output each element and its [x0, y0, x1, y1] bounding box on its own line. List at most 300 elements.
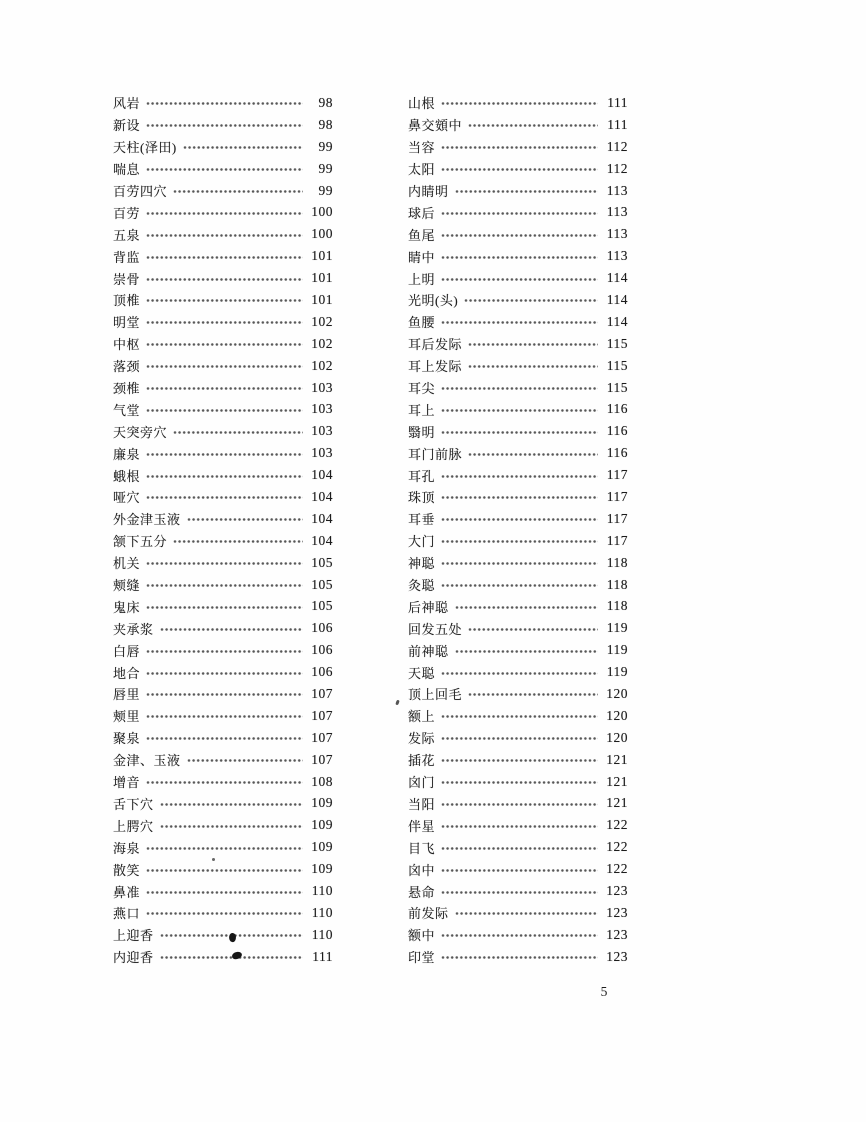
- dot-leader: [468, 338, 598, 351]
- toc-entry: [408, 158, 628, 180]
- entry-page: 104: [311, 467, 333, 483]
- dot-leader: [468, 119, 598, 132]
- toc-entry: [408, 880, 628, 902]
- toc-entry: [408, 946, 628, 968]
- toc-entry: [113, 180, 333, 202]
- entry-page: 118: [606, 598, 628, 614]
- entry-title: 睛中: [408, 249, 436, 265]
- entry-page: 123: [606, 948, 628, 964]
- entry-page: 115: [606, 357, 628, 373]
- dot-leader: [441, 273, 598, 286]
- entry-title: 当阳: [408, 796, 436, 812]
- entry-page: 119: [606, 620, 628, 636]
- scan-artifact: [395, 700, 400, 706]
- entry-page: 98: [318, 94, 333, 110]
- toc-entry: [113, 136, 333, 158]
- toc-entry: [113, 924, 333, 946]
- dot-leader: [187, 513, 303, 526]
- dot-leader: [455, 645, 598, 658]
- toc-entry: [408, 836, 628, 858]
- toc-entry: [408, 136, 628, 158]
- dot-leader: [441, 579, 598, 592]
- dot-leader: [146, 907, 303, 920]
- toc-entry: [113, 574, 333, 596]
- entry-page: 110: [311, 926, 333, 942]
- toc-entry: [113, 158, 333, 180]
- dot-leader: [441, 207, 598, 220]
- dot-leader: [455, 185, 598, 198]
- dot-leader: [146, 273, 303, 286]
- dot-leader: [146, 645, 303, 658]
- entry-page: 123: [606, 904, 628, 920]
- entry-title: 太阳: [408, 162, 436, 178]
- dot-leader: [441, 886, 598, 899]
- entry-title: 颊缝: [113, 578, 141, 594]
- toc-entry: [113, 311, 333, 333]
- entry-page: 120: [606, 729, 628, 745]
- toc-entry: [408, 924, 628, 946]
- toc-entry: [408, 793, 628, 815]
- dot-leader: [146, 470, 303, 483]
- dot-leader: [441, 820, 598, 833]
- entry-title: 上迎香: [113, 928, 154, 944]
- entry-title: 上明: [408, 271, 436, 287]
- entry-title: 燕口: [113, 906, 141, 922]
- dot-leader: [160, 798, 303, 811]
- dot-leader: [146, 382, 303, 395]
- dot-leader: [146, 491, 303, 504]
- dot-leader: [441, 710, 598, 723]
- toc-entry: [113, 245, 333, 267]
- toc-entry: [408, 377, 628, 399]
- dot-leader: [160, 951, 303, 964]
- dot-leader: [160, 623, 303, 636]
- entry-title: 五泉: [113, 227, 141, 243]
- dot-leader: [146, 207, 303, 220]
- dot-leader: [441, 776, 598, 789]
- entry-page: 98: [318, 116, 333, 132]
- dot-leader: [146, 579, 303, 592]
- entry-title: 额中: [408, 928, 436, 944]
- entry-title: 海泉: [113, 840, 141, 856]
- dot-leader: [146, 294, 303, 307]
- entry-page: 100: [311, 204, 333, 220]
- entry-title: 崇骨: [113, 271, 141, 287]
- dot-leader: [146, 732, 303, 745]
- entry-title: 当容: [408, 140, 436, 156]
- entry-title: 顶椎: [113, 293, 141, 309]
- dot-leader: [441, 557, 598, 570]
- entry-title: 颊里: [113, 709, 141, 725]
- toc-entry: [113, 946, 333, 968]
- toc-entry: [408, 180, 628, 202]
- dot-leader: [146, 688, 303, 701]
- entry-title: 耳垂: [408, 512, 436, 528]
- entry-page: 117: [606, 467, 628, 483]
- dot-leader: [146, 119, 303, 132]
- entry-title: 颔下五分: [113, 534, 168, 550]
- toc-entry: [408, 311, 628, 333]
- dot-leader: [146, 316, 303, 329]
- entry-title: 颈椎: [113, 381, 141, 397]
- dot-leader: [441, 404, 598, 417]
- dot-leader: [441, 798, 598, 811]
- toc-entry: [113, 683, 333, 705]
- entry-page: 103: [311, 423, 333, 439]
- entry-title: 内迎香: [113, 950, 154, 966]
- entry-page: 108: [311, 773, 333, 789]
- dot-leader: [441, 732, 598, 745]
- toc-entry: [408, 201, 628, 223]
- entry-title: 蛾根: [113, 468, 141, 484]
- toc-entry: [408, 617, 628, 639]
- dot-leader: [173, 426, 303, 439]
- entry-page: 122: [606, 861, 628, 877]
- entry-page: 103: [311, 379, 333, 395]
- entry-title: 天柱(泽田): [113, 140, 177, 156]
- entry-page: 116: [606, 423, 628, 439]
- entry-title: 聚泉: [113, 731, 141, 747]
- dot-leader: [146, 601, 303, 614]
- entry-page: 115: [606, 379, 628, 395]
- toc-entry: [113, 289, 333, 311]
- dot-leader: [146, 229, 303, 242]
- entry-page: 112: [606, 138, 628, 154]
- entry-title: 喘息: [113, 162, 141, 178]
- dot-leader: [183, 141, 303, 154]
- entry-title: 悬命: [408, 884, 436, 900]
- toc-entry: [408, 771, 628, 793]
- entry-page: 123: [606, 883, 628, 898]
- entry-title: 外金津玉液: [113, 512, 181, 528]
- entry-title: 山根: [408, 96, 436, 112]
- entry-page: 102: [311, 313, 333, 329]
- dot-leader: [441, 382, 598, 395]
- entry-page: 109: [311, 839, 333, 855]
- entry-page: 117: [606, 510, 628, 526]
- entry-page: 106: [311, 664, 333, 680]
- entry-title: 明堂: [113, 315, 141, 331]
- entry-page: 102: [311, 335, 333, 351]
- toc-entry: [408, 398, 628, 420]
- entry-page: 115: [606, 335, 628, 351]
- entry-title: 风岩: [113, 96, 141, 112]
- entry-title: 白唇: [113, 643, 141, 659]
- entry-title: 新设: [113, 118, 141, 134]
- entry-title: 舌下穴: [113, 796, 154, 812]
- entry-page: 104: [311, 510, 333, 526]
- dot-leader: [441, 535, 598, 548]
- toc-entry: [408, 552, 628, 574]
- entry-page: 109: [311, 817, 333, 833]
- entry-page: 110: [311, 904, 333, 920]
- toc-entry: [113, 508, 333, 530]
- entry-page: 117: [606, 532, 628, 548]
- dot-leader: [146, 710, 303, 723]
- entry-title: 珠顶: [408, 490, 436, 506]
- entry-page: 119: [606, 664, 628, 680]
- entry-page: 99: [318, 182, 333, 198]
- toc-column-left: [113, 92, 333, 968]
- entry-page: 104: [311, 488, 333, 504]
- entry-page: 113: [606, 226, 628, 242]
- page-number: 5: [600, 984, 608, 999]
- dot-leader: [187, 754, 303, 767]
- toc-entry: [113, 398, 333, 420]
- dot-leader: [160, 820, 303, 833]
- entry-page: 113: [606, 248, 628, 264]
- entry-title: 鬼床: [113, 599, 141, 615]
- entry-title: 神聪: [408, 556, 436, 572]
- toc-entry: [113, 749, 333, 771]
- dot-leader: [441, 513, 598, 526]
- toc-entry: [408, 420, 628, 442]
- toc-entry: [408, 574, 628, 596]
- toc-entry: [113, 114, 333, 136]
- toc-entry: [113, 377, 333, 399]
- entry-title: 背监: [113, 249, 141, 265]
- entry-page: 104: [311, 532, 333, 548]
- entry-title: 百劳四穴: [113, 184, 168, 199]
- entry-page: 122: [606, 817, 628, 833]
- entry-page: 120: [606, 685, 628, 701]
- entry-page: 111: [607, 94, 628, 110]
- dot-leader: [441, 141, 598, 154]
- dot-leader: [441, 491, 598, 504]
- entry-title: 囟中: [408, 862, 436, 878]
- toc-entry: [408, 223, 628, 245]
- dot-leader: [173, 535, 303, 548]
- dot-leader: [146, 448, 303, 461]
- entry-page: 118: [606, 554, 628, 570]
- toc-entry: [408, 464, 628, 486]
- toc-entry: [113, 727, 333, 749]
- toc-entry: [113, 836, 333, 858]
- entry-title: 耳上: [408, 402, 436, 418]
- toc-entry: [408, 486, 628, 508]
- entry-page: 121: [606, 795, 628, 811]
- scan-artifact: [212, 858, 215, 861]
- entry-page: 107: [311, 729, 333, 745]
- dot-leader: [173, 185, 303, 198]
- entry-title: 机关: [113, 556, 141, 572]
- toc-entry: [408, 245, 628, 267]
- entry-page: 103: [311, 445, 333, 461]
- toc-entry: [113, 858, 333, 880]
- entry-page: 101: [311, 291, 333, 307]
- dot-leader: [441, 864, 598, 877]
- entry-title: 地合: [113, 665, 141, 681]
- toc-entry: [408, 902, 628, 924]
- toc-entry: [113, 880, 333, 902]
- dot-leader: [468, 688, 598, 701]
- dot-leader: [146, 404, 303, 417]
- entry-page: 106: [311, 620, 333, 636]
- entry-title: 光明(头): [408, 293, 459, 309]
- entry-title: 额上: [408, 709, 436, 725]
- dot-leader: [441, 754, 598, 767]
- entry-title: 天聪: [408, 665, 436, 681]
- dot-leader: [441, 229, 598, 242]
- entry-page: 105: [311, 554, 333, 570]
- entry-title: 伴星: [408, 818, 436, 834]
- entry-title: 耳门前脉: [408, 446, 463, 462]
- toc-entry: [113, 355, 333, 377]
- entry-page: 99: [318, 160, 333, 176]
- entry-page: 103: [311, 401, 333, 417]
- entry-page: 117: [606, 488, 628, 504]
- toc-entry: [113, 420, 333, 442]
- entry-page: 122: [606, 839, 628, 855]
- toc-entry: [408, 683, 628, 705]
- toc-entry: [113, 92, 333, 114]
- entry-page: 121: [606, 773, 628, 789]
- toc-entry: [113, 442, 333, 464]
- entry-title: 球后: [408, 205, 436, 221]
- toc-entry: [113, 595, 333, 617]
- entry-title: 鱼尾: [408, 227, 436, 243]
- entry-page: 113: [606, 204, 628, 220]
- entry-page: 120: [606, 707, 628, 723]
- dot-leader: [146, 163, 303, 176]
- entry-page: 114: [606, 313, 628, 329]
- entry-title: 哑穴: [113, 490, 141, 506]
- toc-entry: [113, 705, 333, 727]
- toc-entry: [113, 902, 333, 924]
- dot-leader: [146, 667, 303, 680]
- entry-title: 前发际: [408, 906, 449, 922]
- entry-page: 100: [311, 226, 333, 242]
- toc-entry: [408, 355, 628, 377]
- entry-page: 107: [311, 751, 333, 767]
- toc-entry: [113, 464, 333, 486]
- toc-column-right: [408, 92, 628, 968]
- entry-title: 鱼腰: [408, 315, 436, 331]
- entry-page: 123: [606, 926, 628, 942]
- dot-leader: [441, 163, 598, 176]
- toc-entry: [113, 617, 333, 639]
- entry-title: 散笑: [113, 862, 141, 878]
- entry-title: 发际: [408, 731, 436, 747]
- dot-leader: [146, 842, 303, 855]
- entry-title: 插花: [408, 753, 436, 769]
- toc-entry: [113, 223, 333, 245]
- dot-leader: [146, 886, 303, 899]
- entry-page: 111: [312, 948, 333, 964]
- toc-entry: [113, 267, 333, 289]
- entry-page: 105: [311, 576, 333, 592]
- toc-entry: [113, 552, 333, 574]
- toc-entry: [408, 814, 628, 836]
- dot-leader: [146, 557, 303, 570]
- entry-title: 顶上回毛: [408, 687, 463, 703]
- entry-title: 内睛明: [408, 184, 449, 199]
- entry-page: 114: [606, 270, 628, 286]
- entry-title: 百劳: [113, 205, 141, 221]
- entry-title: 灸聪: [408, 578, 436, 594]
- toc-entry: [408, 92, 628, 114]
- dot-leader: [468, 623, 598, 636]
- entry-title: 耳尖: [408, 381, 436, 397]
- entry-page: 105: [311, 598, 333, 614]
- toc-entry: [408, 705, 628, 727]
- toc-entry: [408, 858, 628, 880]
- entry-page: 107: [311, 685, 333, 701]
- entry-page: 116: [606, 445, 628, 461]
- dot-leader: [146, 97, 303, 110]
- dot-leader: [441, 951, 598, 964]
- dot-leader: [441, 97, 598, 110]
- toc-entry: [408, 595, 628, 617]
- entry-page: 110: [311, 883, 333, 898]
- entry-title: 大门: [408, 534, 436, 550]
- toc-entry: [408, 333, 628, 355]
- dot-leader: [468, 448, 598, 461]
- dot-leader: [455, 601, 598, 614]
- dot-leader: [464, 294, 598, 307]
- toc-entry: [408, 289, 628, 311]
- entry-title: 鼻准: [113, 884, 141, 900]
- toc-entry: [113, 486, 333, 508]
- entry-title: 上腭穴: [113, 818, 154, 834]
- toc-entry: [408, 114, 628, 136]
- entry-title: 落颈: [113, 359, 141, 375]
- entry-page: 116: [606, 401, 628, 417]
- dot-leader: [146, 776, 303, 789]
- dot-leader: [441, 929, 598, 942]
- entry-title: 耳上发际: [408, 359, 463, 375]
- entry-title: 中枢: [113, 337, 141, 353]
- entry-title: 目飞: [408, 840, 436, 856]
- entry-page: 107: [311, 707, 333, 723]
- entry-title: 鼻交頞中: [408, 118, 463, 134]
- entry-title: 后神聪: [408, 599, 449, 615]
- toc-entry: [408, 508, 628, 530]
- dot-leader: [146, 360, 303, 373]
- entry-title: 耳后发际: [408, 337, 463, 353]
- dot-leader: [146, 251, 303, 264]
- dot-leader: [441, 426, 598, 439]
- toc-entry: [408, 530, 628, 552]
- toc-entry: [408, 442, 628, 464]
- dot-leader: [146, 338, 303, 351]
- entry-page: 109: [311, 861, 333, 877]
- toc-entry: [408, 727, 628, 749]
- toc-entry: [113, 333, 333, 355]
- entry-title: 翳明: [408, 424, 436, 440]
- dot-leader: [441, 842, 598, 855]
- dot-leader: [455, 907, 598, 920]
- toc-entry: [113, 793, 333, 815]
- entry-page: 106: [311, 642, 333, 658]
- dot-leader: [441, 316, 598, 329]
- entry-page: 114: [606, 291, 628, 307]
- entry-title: 金津、玉液: [113, 753, 181, 769]
- entry-title: 耳孔: [408, 468, 436, 484]
- entry-title: 气堂: [113, 402, 141, 418]
- entry-page: 112: [606, 160, 628, 176]
- toc-entry: [408, 639, 628, 661]
- entry-page: 109: [311, 795, 333, 811]
- entry-title: 增音: [113, 775, 141, 791]
- entry-page: 101: [311, 270, 333, 286]
- entry-page: 118: [606, 576, 628, 592]
- toc-entry: [113, 639, 333, 661]
- entry-page: 119: [606, 642, 628, 658]
- toc-entry: [113, 530, 333, 552]
- toc-entry: [113, 771, 333, 793]
- toc-entry: [408, 749, 628, 771]
